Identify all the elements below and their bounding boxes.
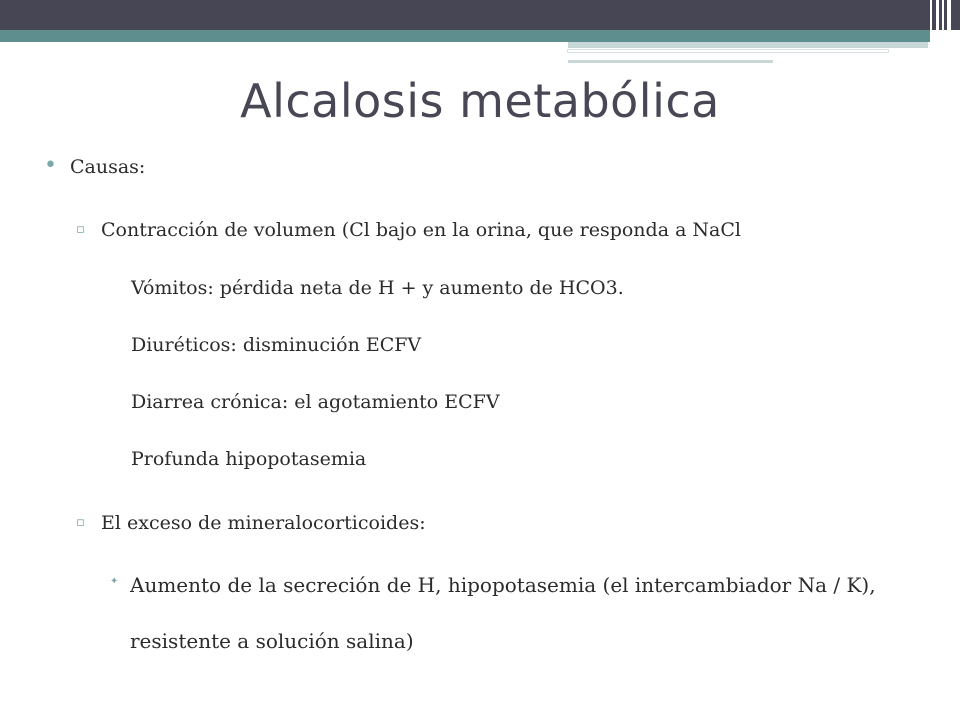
level1-causes-label: Causas: xyxy=(70,156,146,178)
sub-item-hypokalemia: Profunda hipopotasemia xyxy=(131,448,367,470)
header-dark-bar xyxy=(0,0,960,30)
sub-item-vomiting: Vómitos: pérdida neta de H + y aumento de HCO3. xyxy=(131,277,624,299)
header-vertical-lines xyxy=(928,0,954,62)
level2-volume-contraction: Contracción de volumen (Cl bajo en la orina, que responda a NaCl xyxy=(101,219,741,241)
sub-item-diuretics: Diuréticos: disminución ECFV xyxy=(131,334,422,356)
header-teal-band xyxy=(0,30,930,42)
sub-item-chronic-diarrhea: Diarrea crónica: el agotamiento ECFV xyxy=(131,391,500,413)
bullet-dot-icon: • xyxy=(44,153,57,178)
bullet-square-icon: ▫ xyxy=(76,515,85,530)
slide-title: Alcalosis metabólica xyxy=(240,74,720,128)
bullet-square-icon: ▫ xyxy=(76,222,85,237)
level3-h-secretion-line2: resistente a solución salina) xyxy=(130,629,414,653)
header-light-band xyxy=(568,42,928,48)
level2-mineralocorticoid-excess: El exceso de mineralocorticoides: xyxy=(101,512,426,534)
bullet-diamond-icon: ✦ xyxy=(110,576,119,587)
header-white-line xyxy=(568,50,888,52)
level3-h-secretion-line1: Aumento de la secreción de H, hipopotasemia (el intercambiador Na / K), xyxy=(130,573,876,597)
header-light-line xyxy=(568,60,773,63)
